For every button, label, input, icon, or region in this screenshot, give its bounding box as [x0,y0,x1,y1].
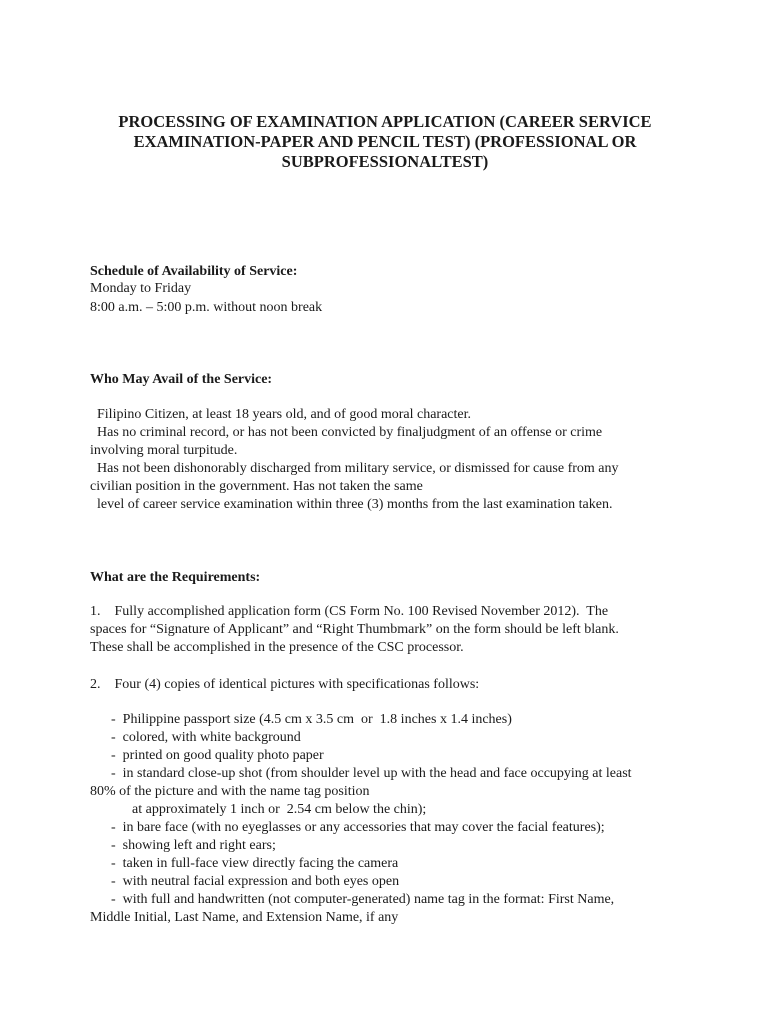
photo-spec-line: - showing left and right ears; [90,838,276,853]
requirement-item-1-line: 1. Fully accomplished application form (CS Form No. 100 Revised November 2012). The [90,604,609,619]
who-line: involving moral turpitude. [90,443,238,458]
schedule-hours: 8:00 a.m. – 5:00 p.m. without noon break [90,300,323,315]
requirement-item-1-line: These shall be accomplished in the presence of the CSC processor. [90,640,464,655]
photo-spec-line: - taken in full-face view directly facing the camera [90,856,399,871]
photo-spec-line: - colored, with white background [90,730,301,745]
who-line: civilian position in the government. Has not taken the same [90,479,423,494]
photo-spec-line: Middle Initial, Last Name, and Extension Name, if any [90,910,399,925]
who-line: Has not been dishonorably discharged from military service, or dismissed for cause from any [90,461,619,476]
photo-spec-line: - in standard close-up shot (from shoulder level up with the head and face occupying at least [90,766,632,781]
who-line: level of career service examination within three (3) months from the last examination taken. [90,497,613,512]
requirement-item-2-intro: 2. Four (4) copies of identical pictures with specificationas follows: [90,677,480,692]
who-line: Has no criminal record, or has not been convicted by finaljudgment of an offense or crime [90,425,603,440]
requirement-item-1-line: spaces for “Signature of Applicant” and “Right Thumbmark” on the form should be left blank. [90,622,619,637]
photo-spec-line: - printed on good quality photo paper [90,748,324,763]
requirements-heading: What are the Requirements: [90,570,261,585]
photo-spec-line: - with full and handwritten (not computer-generated) name tag in the format: First Name, [90,892,615,907]
schedule-days: Monday to Friday [90,281,192,296]
title-line: SUBPROFESSIONALTEST) [281,152,489,171]
photo-spec-line: at approximately 1 inch or 2.54 cm below the chin); [90,802,427,817]
photo-spec-line: 80% of the picture and with the name tag position [90,784,370,799]
photo-spec-line: - with neutral facial expression and both eyes open [90,874,400,889]
photo-spec-line: - Philippine passport size (4.5 cm x 3.5 cm or 1.8 inches x 1.4 inches) [90,712,512,727]
document-title [90,112,680,172]
photo-spec-line: - in bare face (with no eyeglasses or any accessories that may cover the facial features); [90,820,605,835]
schedule-heading: Schedule of Availability of Service: [90,264,298,279]
title-line: PROCESSING OF EXAMINATION APPLICATION (CAREER SERVICE [118,112,652,131]
who-heading: Who May Avail of the Service: [90,372,273,387]
who-line: Filipino Citizen, at least 18 years old, and of good moral character. [90,407,472,422]
title-line: EXAMINATION-PAPER AND PENCIL TEST) (PROFESSIONAL OR [133,132,637,151]
